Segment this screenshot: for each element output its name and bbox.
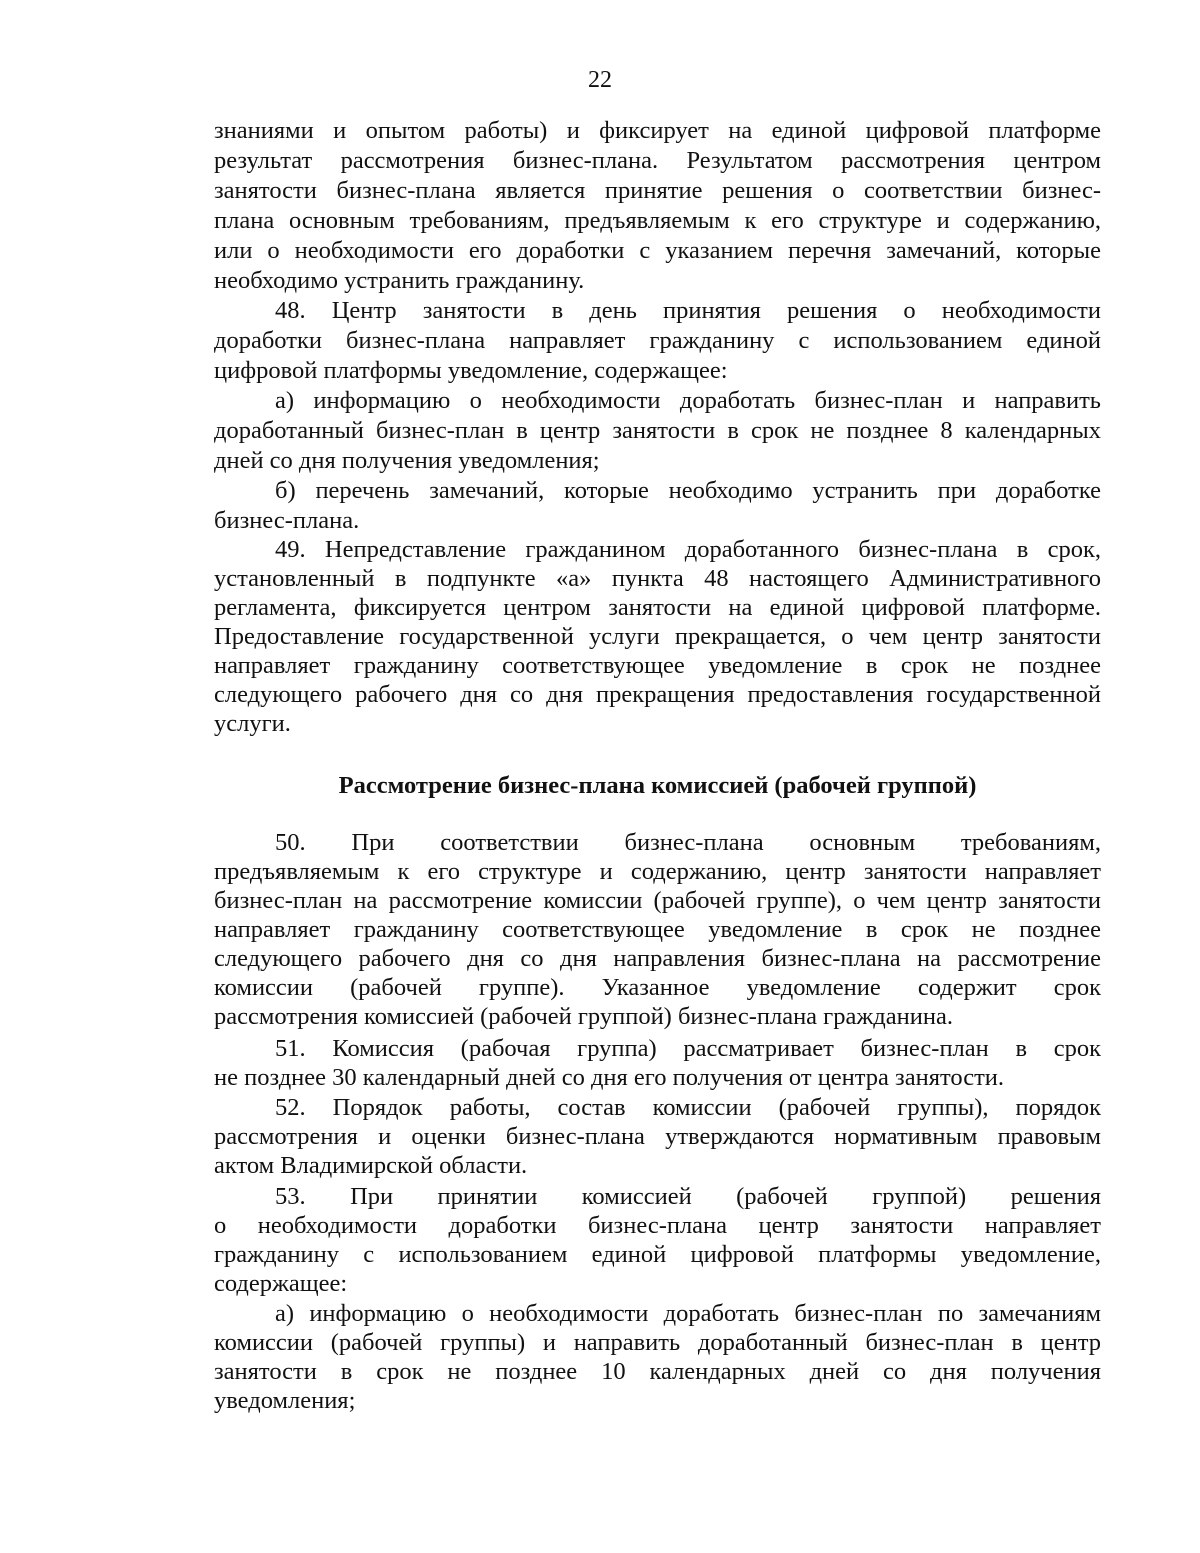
text-line: о необходимости доработки бизнес-плана центр занятости направляет xyxy=(214,1212,1101,1239)
text-line: дней со дня получения уведомления; xyxy=(214,447,600,474)
text-line: следующего рабочего дня со дня прекращения предоставления государственной xyxy=(214,681,1101,708)
text-line: регламента, фиксируется центром занятости на единой цифровой платформе. xyxy=(214,594,1101,621)
text-line: направляет гражданину соответствующее уведомление в срок не позднее xyxy=(214,916,1101,943)
text-line: плана основным требованиям, предъявляемым к его структуре и содержанию, xyxy=(214,207,1101,234)
page-number: 22 xyxy=(588,67,612,93)
text-line: бизнес-план на рассмотрение комиссии (рабочей группе), о чем центр занятости xyxy=(214,887,1101,914)
text-line: комиссии (рабочей группы) и направить доработанный бизнес-план в центр xyxy=(214,1329,1101,1356)
text-line: результат рассмотрения бизнес-плана. Результатом рассмотрения центром xyxy=(214,147,1101,174)
text-line: рассмотрения и оценки бизнес-плана утверждаются нормативным правовым xyxy=(214,1123,1101,1150)
text-line: цифровой платформы уведомление, содержащее: xyxy=(214,357,728,384)
text-line: или о необходимости его доработки с указанием перечня замечаний, которые xyxy=(214,237,1101,264)
text-line: а) информацию о необходимости доработать бизнес-план по замечаниям xyxy=(275,1300,1101,1327)
text-line: гражданину с использованием единой цифровой платформы уведомление, xyxy=(214,1241,1101,1268)
text-line: занятости бизнес-плана является принятие решения о соответствии бизнес- xyxy=(214,177,1101,204)
text-line: комиссии (рабочей группе). Указанное уведомление содержит срок xyxy=(214,974,1101,1001)
text-line: 51. Комиссия (рабочая группа) рассматривает бизнес-план в срок xyxy=(275,1035,1101,1062)
text-line: услуги. xyxy=(214,710,291,737)
text-line: 50. При соответствии бизнес-плана основным требованиям, xyxy=(275,829,1101,856)
text-line: доработанный бизнес-план в центр занятости в срок не позднее 8 календарных xyxy=(214,417,1101,444)
text-line: 49. Непредставление гражданином доработанного бизнес-плана в срок, xyxy=(275,536,1101,563)
text-line: 52. Порядок работы, состав комиссии (рабочей группы), порядок xyxy=(275,1094,1101,1121)
text-line: установленный в подпункте «а» пункта 48 настоящего Административного xyxy=(214,565,1101,592)
text-line: занятости в срок не позднее 10 календарных дней со дня получения xyxy=(214,1358,1101,1385)
text-line: б) перечень замечаний, которые необходимо устранить при доработке xyxy=(275,477,1101,504)
text-line: Предоставление государственной услуги прекращается, о чем центр занятости xyxy=(214,623,1101,650)
text-line: актом Владимирской области. xyxy=(214,1152,528,1179)
text-line: уведомления; xyxy=(214,1387,356,1414)
text-line: 53. При принятии комиссией (рабочей группой) решения xyxy=(275,1183,1101,1210)
section-heading: Рассмотрение бизнес-плана комиссией (рабочей группой) xyxy=(338,772,977,799)
text-line: не позднее 30 календарный дней со дня его получения от центра занятости. xyxy=(214,1064,1005,1091)
text-line: следующего рабочего дня со дня направления бизнес-плана на рассмотрение xyxy=(214,945,1101,972)
text-line: рассмотрения комиссией (рабочей группой) бизнес-плана гражданина. xyxy=(214,1003,953,1030)
text-line: содержащее: xyxy=(214,1270,348,1297)
text-line: а) информацию о необходимости доработать бизнес-план и направить xyxy=(275,387,1101,414)
text-line: 48. Центр занятости в день принятия решения о необходимости xyxy=(275,297,1101,324)
text-line: знаниями и опытом работы) и фиксирует на единой цифровой платформе xyxy=(214,117,1101,144)
text-line: необходимо устранить гражданину. xyxy=(214,267,585,294)
text-line: доработки бизнес-плана направляет гражданину с использованием единой xyxy=(214,327,1101,354)
text-line: бизнес-плана. xyxy=(214,507,360,534)
text-line: предъявляемым к его структуре и содержанию, центр занятости направляет xyxy=(214,858,1101,885)
text-line: направляет гражданину соответствующее уведомление в срок не позднее xyxy=(214,652,1101,679)
